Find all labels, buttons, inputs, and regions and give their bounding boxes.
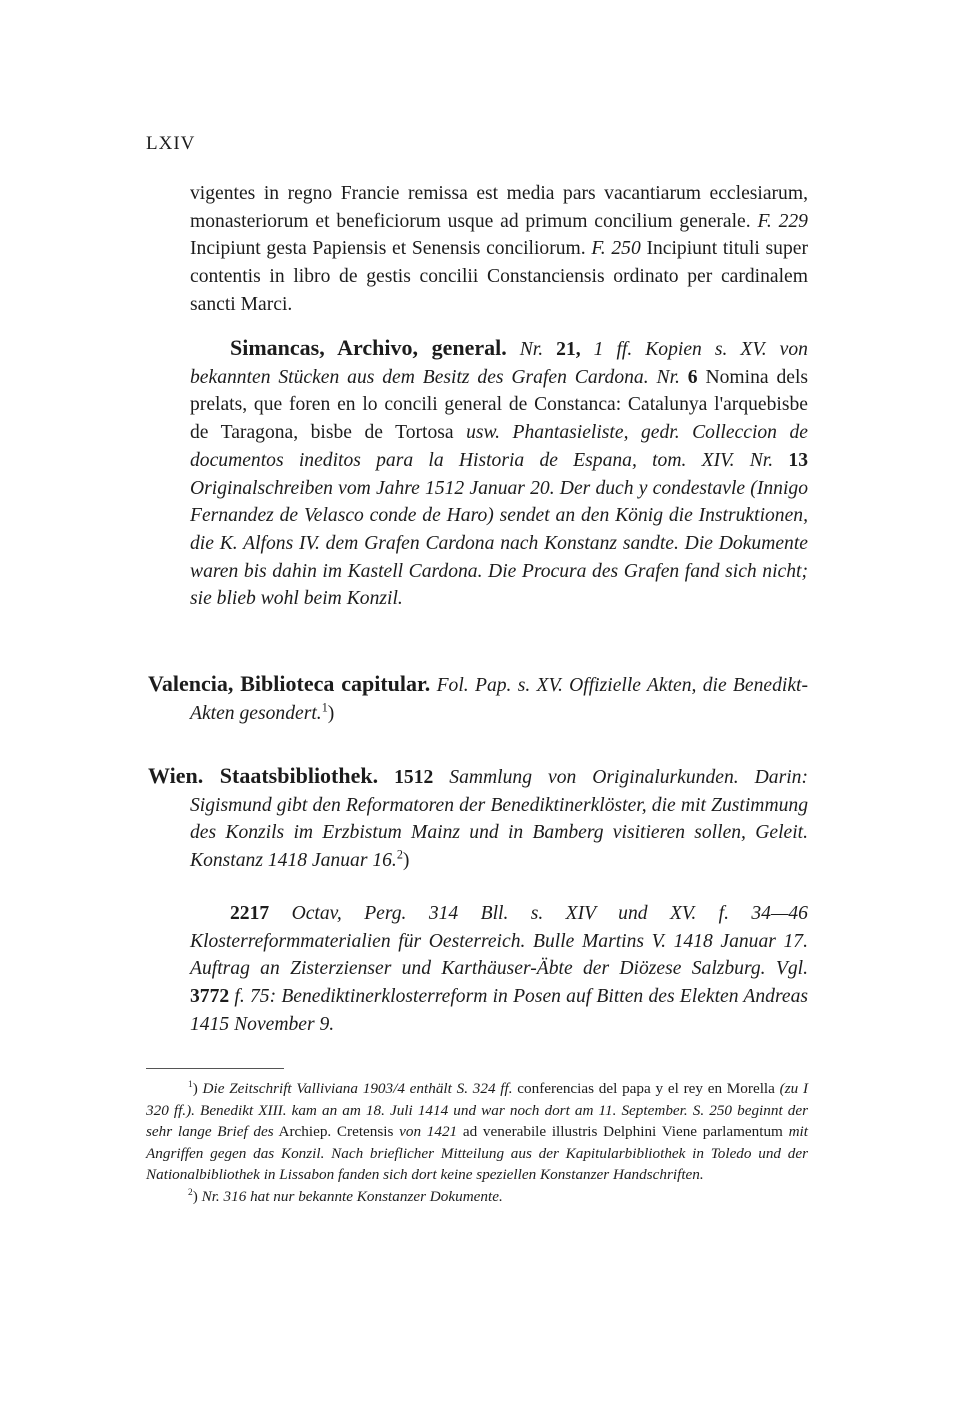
footnote-1-g: mit Angriffen gegen das Konzil. Nach brieflicher Mitteilung aus der Kapitularbibliothek in Toledo und der Nationalbibliothek in Lissabon fanden sich dort keine speziellen Konstanzer Handschriften. <box>146 1123 808 1184</box>
wien-entry <box>148 762 808 875</box>
wien-2217-entry <box>190 900 808 1039</box>
simancas-desc-2: Phantasieliste, gedr. Colleccion de documentos ineditos para la Historia de Espana, tom. XIV. <box>190 422 808 471</box>
footnote-1-mark: 1 <box>188 1079 193 1090</box>
simancas-entry <box>190 334 808 613</box>
simancas-desc-3: Originalschreiben vom Jahre 1512 Januar 20. Der duch y condestavle (Innigo Fernandez de Velasco conde de Haro) sendet an den König die Instruktionen, die K. Alfons IV. dem Grafen Cardona nach Konstanz sandte. Die Dokumente waren bis dahin im Kastell Cardona. Die Procura des Grafen fand sich nicht; sie blieb wohl beim Konzil. <box>190 477 808 610</box>
simancas-heading: Simancas, Archivo, general. <box>230 335 507 360</box>
folio-ref-1: F. 229 <box>757 210 808 232</box>
footnote-divider <box>146 1068 284 1069</box>
intro-paragraph <box>190 180 808 319</box>
footnote-1-d: Archiep. Cretensis <box>278 1123 394 1141</box>
page-number: LXIV <box>146 133 196 154</box>
simancas-nr2-label: Nr. <box>656 366 680 388</box>
simancas-nr-label: Nr. <box>519 339 544 360</box>
footnote-1-b: conferencias del papa y el rey en Morella <box>517 1080 775 1097</box>
footnote-1: $^1$) Die Zeitschrift Valliviana 1903/4 enthält S. 324 ff. conferencias del papa y el rey en Morella (zu I 320 ff.). Benedikt XIII. kam an am 18. Juli 1414 und war noch dort am 11. September. S. 250 beginnt der sehr lange Brief des Archiep. Cretensis von 1421 ad venerabile illustris Delphini Viene parlamentum mit Angriffen gegen das Konzil. Nach brieflicher Mitteilung aus der Kapitularbibliothek in Toledo und der Nationalbibliothek in Lissabon fanden sich dort keine speziellen Konstanzer Handschriften. <box>146 1079 809 1184</box>
wien-desc-2b: f. 75: Benediktinerklosterreform in Posen auf Bitten des Elekten Andreas 1415 November 9. <box>190 986 808 1035</box>
valencia-close-paren: ) <box>327 702 335 724</box>
wien-heading: Wien. Staatsbibliothek. <box>148 763 379 788</box>
footnote-1-e: von 1421 <box>399 1123 458 1141</box>
wien-num-2: 2217 <box>230 903 270 924</box>
intro-text-2: Incipiunt gesta Papiensis et Senensis conciliorum. <box>190 238 586 260</box>
folio-ref-2: F. 250 <box>591 238 641 260</box>
valencia-heading: Valencia, Biblioteca capitular. <box>148 671 431 696</box>
intro-text-1: vigentes in regno Francie remissa est media pars vacantiarum ecclesiarum, monasteriorum et beneficiorum usque ad primum concilium generale. <box>190 183 808 232</box>
footnote-1-c: (zu I 320 ff.). Benedikt XIII. kam an am 18. Juli 1414 und war noch dort am 11. September. S. 250 beginnt der sehr lange Brief des <box>146 1080 809 1141</box>
wien-num-3: 3772 <box>190 986 230 1008</box>
simancas-usw: usw. <box>466 422 501 444</box>
wien-num-1: 1512 <box>394 767 434 788</box>
footnotes <box>146 1078 808 1208</box>
intro-text-3: Incipiunt tituli super contentis in libro de gestis concilii Constanciensis ordinato per cardinalem sancti Marci. <box>190 238 808 315</box>
wien-footnote-ref: 2 <box>396 847 403 862</box>
simancas-nr3-value: 13 <box>788 449 808 471</box>
simancas-nr2-value: 6 <box>687 366 698 388</box>
valencia-footnote-ref: 1 <box>321 700 328 715</box>
footnote-2-a: Nr. 316 hat nur bekannte Konstanzer Dokumente. <box>201 1187 503 1205</box>
footnote-1-f: ad venerabile illustris Delphini Viene parlamentum <box>462 1123 783 1141</box>
simancas-nr3-label: Nr. <box>749 449 774 471</box>
simancas-nr-value: 21, <box>556 339 581 360</box>
wien-desc-1: Sammlung von Originalurkunden. Darin: Sigismund gibt den Reformatoren der Benediktinerklöster, die mit Zustimmung des Konzils im Erzbistum Mainz und in Bamberg visitieren sollen, Geleit. Konstanz 1418 Januar 16. <box>190 767 808 872</box>
footnote-2: $^2$) Nr. 316 hat nur bekannte Konstanzer Dokumente. <box>188 1187 503 1205</box>
wien-desc-2a: Octav, Perg. 314 Bll. s. XIV und XV. f. 34—46 Klosterreformmaterialien für Oesterreich. Bulle Martins V. 1418 Januar 17. Auftrag an Zisterzienser und Karthäuser-Äbte der Diözese Salzburg. Vgl. <box>190 903 808 980</box>
simancas-desc-1: 1 ff. Kopien s. XV. von bekannten Stücken aus dem Besitz des Grafen Cardona. <box>190 339 808 388</box>
valencia-entry <box>148 670 808 727</box>
footnote-1-a: Die Zeitschrift Valliviana 1903/4 enthält S. 324 ff. <box>202 1080 513 1097</box>
wien-close-paren: ) <box>402 850 410 872</box>
valencia-desc: Fol. Pap. s. XV. Offizielle Akten, die Benedikt-Akten gesondert. <box>190 675 808 724</box>
footnote-2-mark: 2 <box>188 1187 193 1198</box>
simancas-text-1: Nomina dels prelats, que foren en lo concili general de Constanca: Catalunya l'arquebisbe de Taragona, bisbe de Tortosa <box>190 366 809 444</box>
